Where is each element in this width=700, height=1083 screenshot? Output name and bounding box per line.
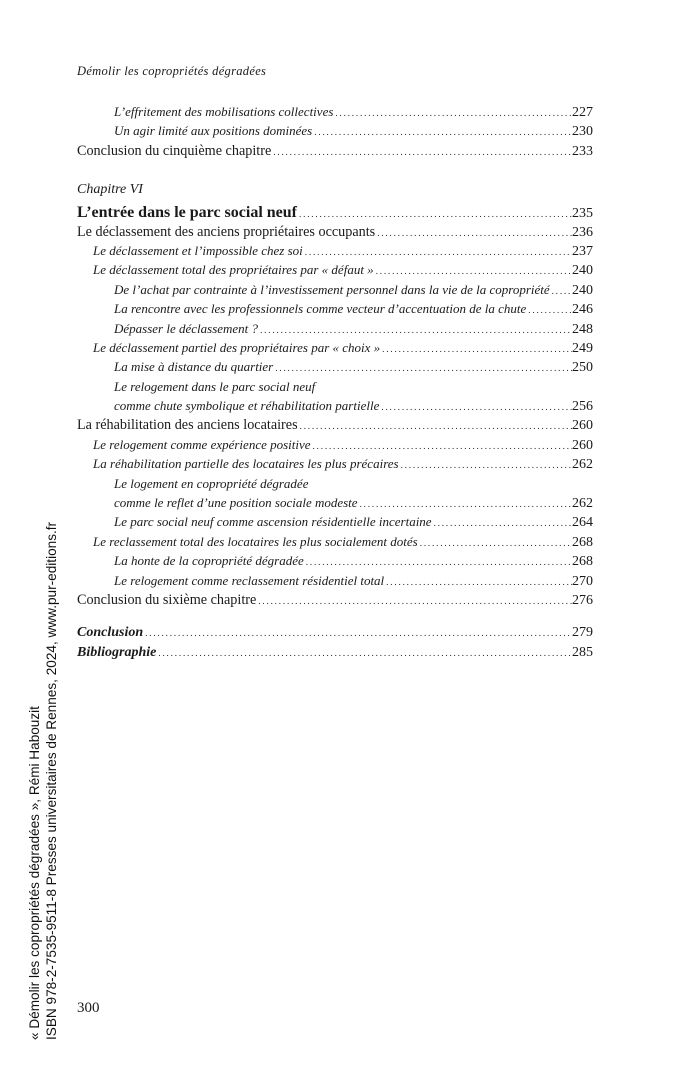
toc-entry-page: 235	[572, 206, 593, 222]
toc-entry-title: Le relogement comme reclassement résidentiel total	[114, 572, 385, 588]
toc-entry-page: 279	[572, 625, 593, 641]
toc-dot-leader	[380, 340, 572, 356]
toc-entry-page: 227	[572, 105, 593, 120]
toc-entry-title: Dépasser le déclassement ?	[114, 320, 259, 336]
toc-entry	[77, 321, 593, 340]
toc-entry	[77, 301, 593, 320]
toc-entry-page: 262	[572, 496, 593, 512]
page-number: 300	[77, 1000, 100, 1016]
toc-dot-leader	[526, 301, 572, 317]
toc-entry-title: Conclusion du cinquième chapitre	[77, 142, 272, 159]
toc-dot-leader	[399, 456, 572, 472]
toc-entry-title: Le reclassement total des locataires les plus socialement dotés	[93, 533, 418, 549]
toc-entry-page: 285	[572, 644, 593, 660]
toc-entry	[77, 495, 593, 514]
toc-dot-leader	[256, 592, 572, 609]
toc-entry-title: La réhabilitation partielle des locataires les plus précaires	[93, 456, 399, 472]
toc-dot-leader	[374, 262, 572, 278]
toc-entry-title: Le déclassement des anciens propriétaires occupants	[77, 223, 376, 240]
toc-entry-page: 248	[572, 321, 593, 337]
toc-dot-leader	[550, 282, 572, 298]
toc-dot-leader	[333, 104, 572, 120]
toc-dot-leader	[143, 625, 572, 641]
toc-dot-leader	[311, 437, 572, 453]
toc-entry-page: 236	[572, 224, 593, 240]
toc-entry-title: Bibliographie	[77, 644, 157, 660]
toc-entry-page: 237	[572, 243, 593, 259]
toc-dot-leader	[156, 645, 572, 661]
toc-entry	[77, 123, 593, 142]
toc-entry	[77, 398, 593, 417]
toc-entry-page: 246	[572, 302, 593, 318]
running-header: Démolir les copropriétés dégradées	[77, 64, 267, 78]
toc-dot-leader	[432, 514, 572, 530]
toc-entry-title: comme chute symbolique et réhabilitation partielle	[114, 398, 380, 414]
toc-entry-title: L’entrée dans le parc social neuf	[77, 204, 297, 222]
toc-entry	[77, 553, 593, 572]
toc-entry-page: 240	[572, 263, 593, 279]
toc-entry-title: Le relogement dans le parc social neuf	[114, 378, 316, 394]
toc-entry	[77, 645, 593, 664]
toc-dot-leader	[312, 123, 572, 139]
toc-entry-page: 270	[572, 573, 593, 589]
side-copyright-note	[26, 522, 60, 1040]
toc-entry	[77, 262, 593, 281]
toc-entry-title: Le logement en copropriété dégradée	[114, 475, 309, 491]
toc-entry-title: comme le reflet d’une position sociale modeste	[114, 495, 358, 511]
toc-dot-leader	[273, 359, 572, 375]
toc-entry-page: 268	[572, 534, 593, 550]
toc-entry	[77, 592, 593, 611]
toc-entry-page: 260	[572, 437, 593, 453]
toc-entry-page: 264	[572, 515, 593, 531]
toc-chapter-label-text: Chapitre VI	[77, 182, 143, 198]
toc-entry	[77, 625, 593, 644]
toc-entry-page: 260	[572, 418, 593, 434]
table-of-contents	[77, 104, 593, 664]
side-note-line-1: « Démolir les copropriétés dégradées », Rémi Habouzit	[27, 706, 42, 1040]
toc-entry	[77, 143, 593, 162]
toc-entry	[77, 379, 593, 398]
toc-dot-leader	[271, 143, 572, 160]
toc-entry-title: Le déclassement partiel des propriétaires par « choix »	[93, 339, 381, 355]
toc-entry	[77, 340, 593, 359]
toc-entry-page: 250	[572, 360, 593, 376]
toc-dot-leader	[375, 224, 572, 241]
toc-entry	[77, 534, 593, 553]
toc-entry-title: La rencontre avec les professionnels comme vecteur d’accentuation de la chute	[114, 301, 527, 317]
toc-entry-title: La réhabilitation des anciens locataires	[77, 417, 298, 434]
toc-entry-page: 240	[572, 282, 593, 298]
toc-dot-leader	[379, 398, 572, 414]
toc-entry	[77, 282, 593, 301]
toc-entry-page: 256	[572, 399, 593, 415]
toc-entry-page: 262	[572, 457, 593, 473]
toc-chapter-label	[77, 182, 593, 204]
toc-entry	[77, 437, 593, 456]
toc-dot-leader	[304, 553, 572, 569]
toc-entry	[77, 104, 593, 123]
toc-entry	[77, 204, 593, 223]
toc-dot-leader	[358, 495, 572, 511]
toc-entry-title: L’effritement des mobilisations collectives	[114, 104, 334, 119]
toc-entry-title: Conclusion	[77, 625, 144, 641]
toc-entry	[77, 573, 593, 592]
toc-entry-page: 233	[572, 143, 593, 159]
toc-dot-leader	[297, 205, 572, 222]
toc-dot-leader	[298, 417, 572, 434]
toc-entry-title: La mise à distance du quartier	[114, 359, 274, 375]
toc-entry-title: De l’achat par contrainte à l’investissement personnel dans la vie de la copropriété	[114, 281, 550, 297]
toc-entry	[77, 456, 593, 475]
toc-entry	[77, 359, 593, 378]
toc-entry-title: Le déclassement total des propriétaires par « défaut »	[93, 262, 374, 278]
toc-dot-leader	[418, 534, 572, 550]
side-note-line-2: ISBN 978-2-7535-9511-8 Presses universitaires de Rennes, 2024, www.pur-editions.fr	[44, 521, 59, 1040]
toc-entry-page: 268	[572, 554, 593, 570]
toc-dot-leader	[303, 243, 572, 259]
toc-dot-leader	[258, 321, 572, 337]
toc-entry-title: Le parc social neuf comme ascension résidentielle incertaine	[114, 514, 432, 530]
toc-entry-title: La honte de la copropriété dégradée	[114, 553, 304, 569]
toc-entry-title: Le déclassement et l’impossible chez soi	[93, 242, 303, 258]
toc-entry	[77, 417, 593, 436]
toc-entry	[77, 243, 593, 262]
toc-entry	[77, 224, 593, 243]
toc-dot-leader	[384, 573, 572, 589]
toc-entry-page: 276	[572, 592, 593, 608]
toc-entry-title: Conclusion du sixième chapitre	[77, 591, 257, 608]
toc-entry-title: Le relogement comme expérience positive	[93, 436, 311, 452]
toc-entry-page: 249	[572, 340, 593, 356]
toc-entry	[77, 514, 593, 533]
toc-entry-title: Un agir limité aux positions dominées	[114, 123, 313, 139]
toc-entry-page: 230	[572, 124, 593, 140]
toc-entry	[77, 476, 593, 495]
